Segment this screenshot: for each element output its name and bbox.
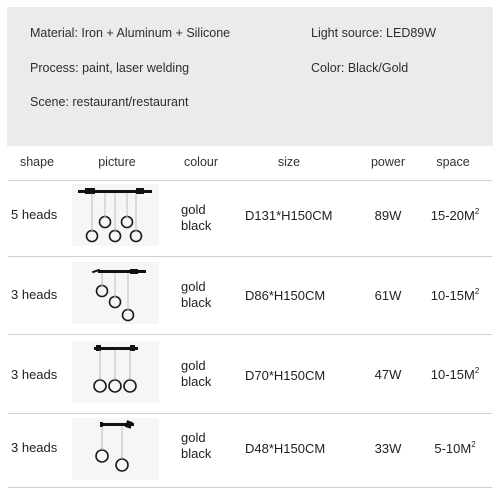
three-head-diagonal-pendant-icon: [72, 262, 159, 324]
row-size: D70*H150CM: [245, 368, 326, 383]
row-shape: 3 heads: [11, 440, 58, 455]
row-divider: [8, 334, 492, 335]
header-space: space: [436, 155, 470, 169]
row-size: D86*H150CM: [245, 288, 326, 303]
row-divider: [8, 256, 492, 257]
row-divider: [8, 413, 492, 414]
header-picture: picture: [98, 155, 136, 169]
row-colour-black: black: [181, 374, 212, 389]
row-colour-black: black: [181, 446, 212, 461]
two-ring-pendant-icon: [72, 418, 159, 480]
row-colour-black: black: [181, 218, 212, 233]
three-head-inline-pendant-icon: [72, 341, 159, 403]
row-shape: 3 heads: [11, 367, 58, 382]
row-shape: 5 heads: [11, 207, 58, 222]
header-shape: shape: [19, 155, 55, 169]
row-space: $10-15M^2$: [430, 366, 480, 382]
row-power: 47W: [374, 367, 402, 382]
row-space: $15-20M^2$: [430, 207, 480, 223]
five-head-pendant-icon: [72, 184, 159, 246]
row-size: D48*H150CM: [245, 441, 326, 456]
row-power: 89W: [374, 208, 402, 223]
spec-color: Color: Black/Gold: [311, 61, 409, 75]
row-power: 33W: [374, 441, 402, 456]
header-size: size: [277, 155, 301, 169]
spec-material: Material: Iron + Aluminum + Silicone: [30, 26, 231, 40]
spec-scene: Scene: restaurant/restaurant: [30, 95, 189, 109]
row-colour-black: black: [181, 295, 212, 310]
row-colour-gold: gold: [181, 358, 206, 373]
row-divider: [8, 487, 492, 488]
header-colour: colour: [183, 155, 219, 169]
header-power: power: [370, 155, 406, 169]
row-colour-gold: gold: [181, 202, 206, 217]
row-power: 61W: [374, 288, 402, 303]
spec-process: Process: paint, laser welding: [30, 61, 190, 75]
row-size: D131*H150CM: [245, 208, 333, 223]
row-space: $5-10M^2$: [434, 440, 476, 456]
row-colour-gold: gold: [181, 430, 206, 445]
spec-light-source: Light source: LED89W: [311, 26, 437, 40]
row-space: $10-15M^2$: [430, 287, 480, 303]
row-shape: 3 heads: [11, 287, 58, 302]
row-colour-gold: gold: [181, 279, 206, 294]
header-divider: [8, 180, 492, 181]
